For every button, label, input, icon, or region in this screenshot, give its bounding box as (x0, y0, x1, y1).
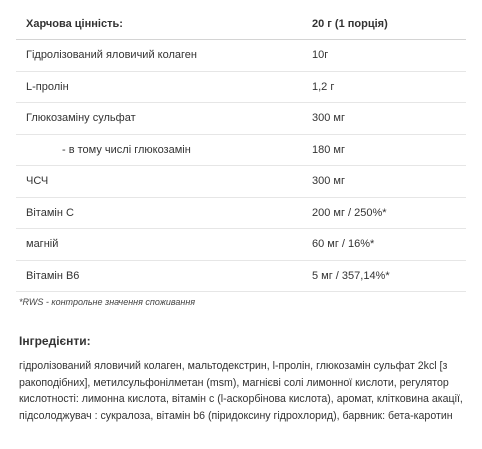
nutrition-header-row (16, 8, 466, 40)
nutrient-name: Вітамін С (16, 197, 302, 229)
nutrient-name: - в тому числі глюкозамін (16, 134, 302, 166)
nutrition-header-name: Харчова цінність: (16, 8, 302, 40)
table-row (16, 103, 466, 135)
table-row (16, 197, 466, 229)
nutrition-header-value: 20 г (1 порція) (302, 8, 466, 40)
nutrient-name: ЧСЧ (16, 166, 302, 198)
nutrient-value: 300 мг (302, 166, 466, 198)
table-row (16, 260, 466, 292)
ingredients-title: Інгредієнти: (19, 334, 91, 348)
nutrient-value: 60 мг / 16%* (302, 229, 466, 261)
table-row (16, 134, 466, 166)
nutrient-name: Глюкозаміну сульфат (16, 103, 302, 135)
nutrition-table (16, 8, 466, 292)
nutrient-value: 5 мг / 357,14%* (302, 260, 466, 292)
table-row (16, 71, 466, 103)
nutrient-value: 300 мг (302, 103, 466, 135)
nutrient-name: L-пролін (16, 71, 302, 103)
nutrient-name: Вітамін B6 (16, 260, 302, 292)
footnote: *RWS - контрольне значення споживання (19, 297, 196, 307)
nutrient-name: магній (16, 229, 302, 261)
table-row (16, 166, 466, 198)
nutrient-name: Гідролізований яловичий колаген (16, 40, 302, 72)
ingredients-text: гідролізований яловичий колаген, мальтодекстрин, l-пролін, глюкозамін сульфат 2kcl [з ракоподібних], метилсульфонілметан (msm), магнієві солі лимонної кислоти, регулятор кислотності: лимонна кислота, вітамін с (l-аскорбінова кислота), аромат, клітковина акації, підсолоджувач : сукралоза, вітамін b6 (піридоксину гідрохлорид), барвник: бета-каротин (19, 360, 463, 422)
nutrient-value: 10г (302, 40, 466, 72)
table-row (16, 40, 466, 72)
nutrient-value: 200 мг / 250%* (302, 197, 466, 229)
nutrient-value: 1,2 г (302, 71, 466, 103)
table-row (16, 229, 466, 261)
nutrient-value: 180 мг (302, 134, 466, 166)
